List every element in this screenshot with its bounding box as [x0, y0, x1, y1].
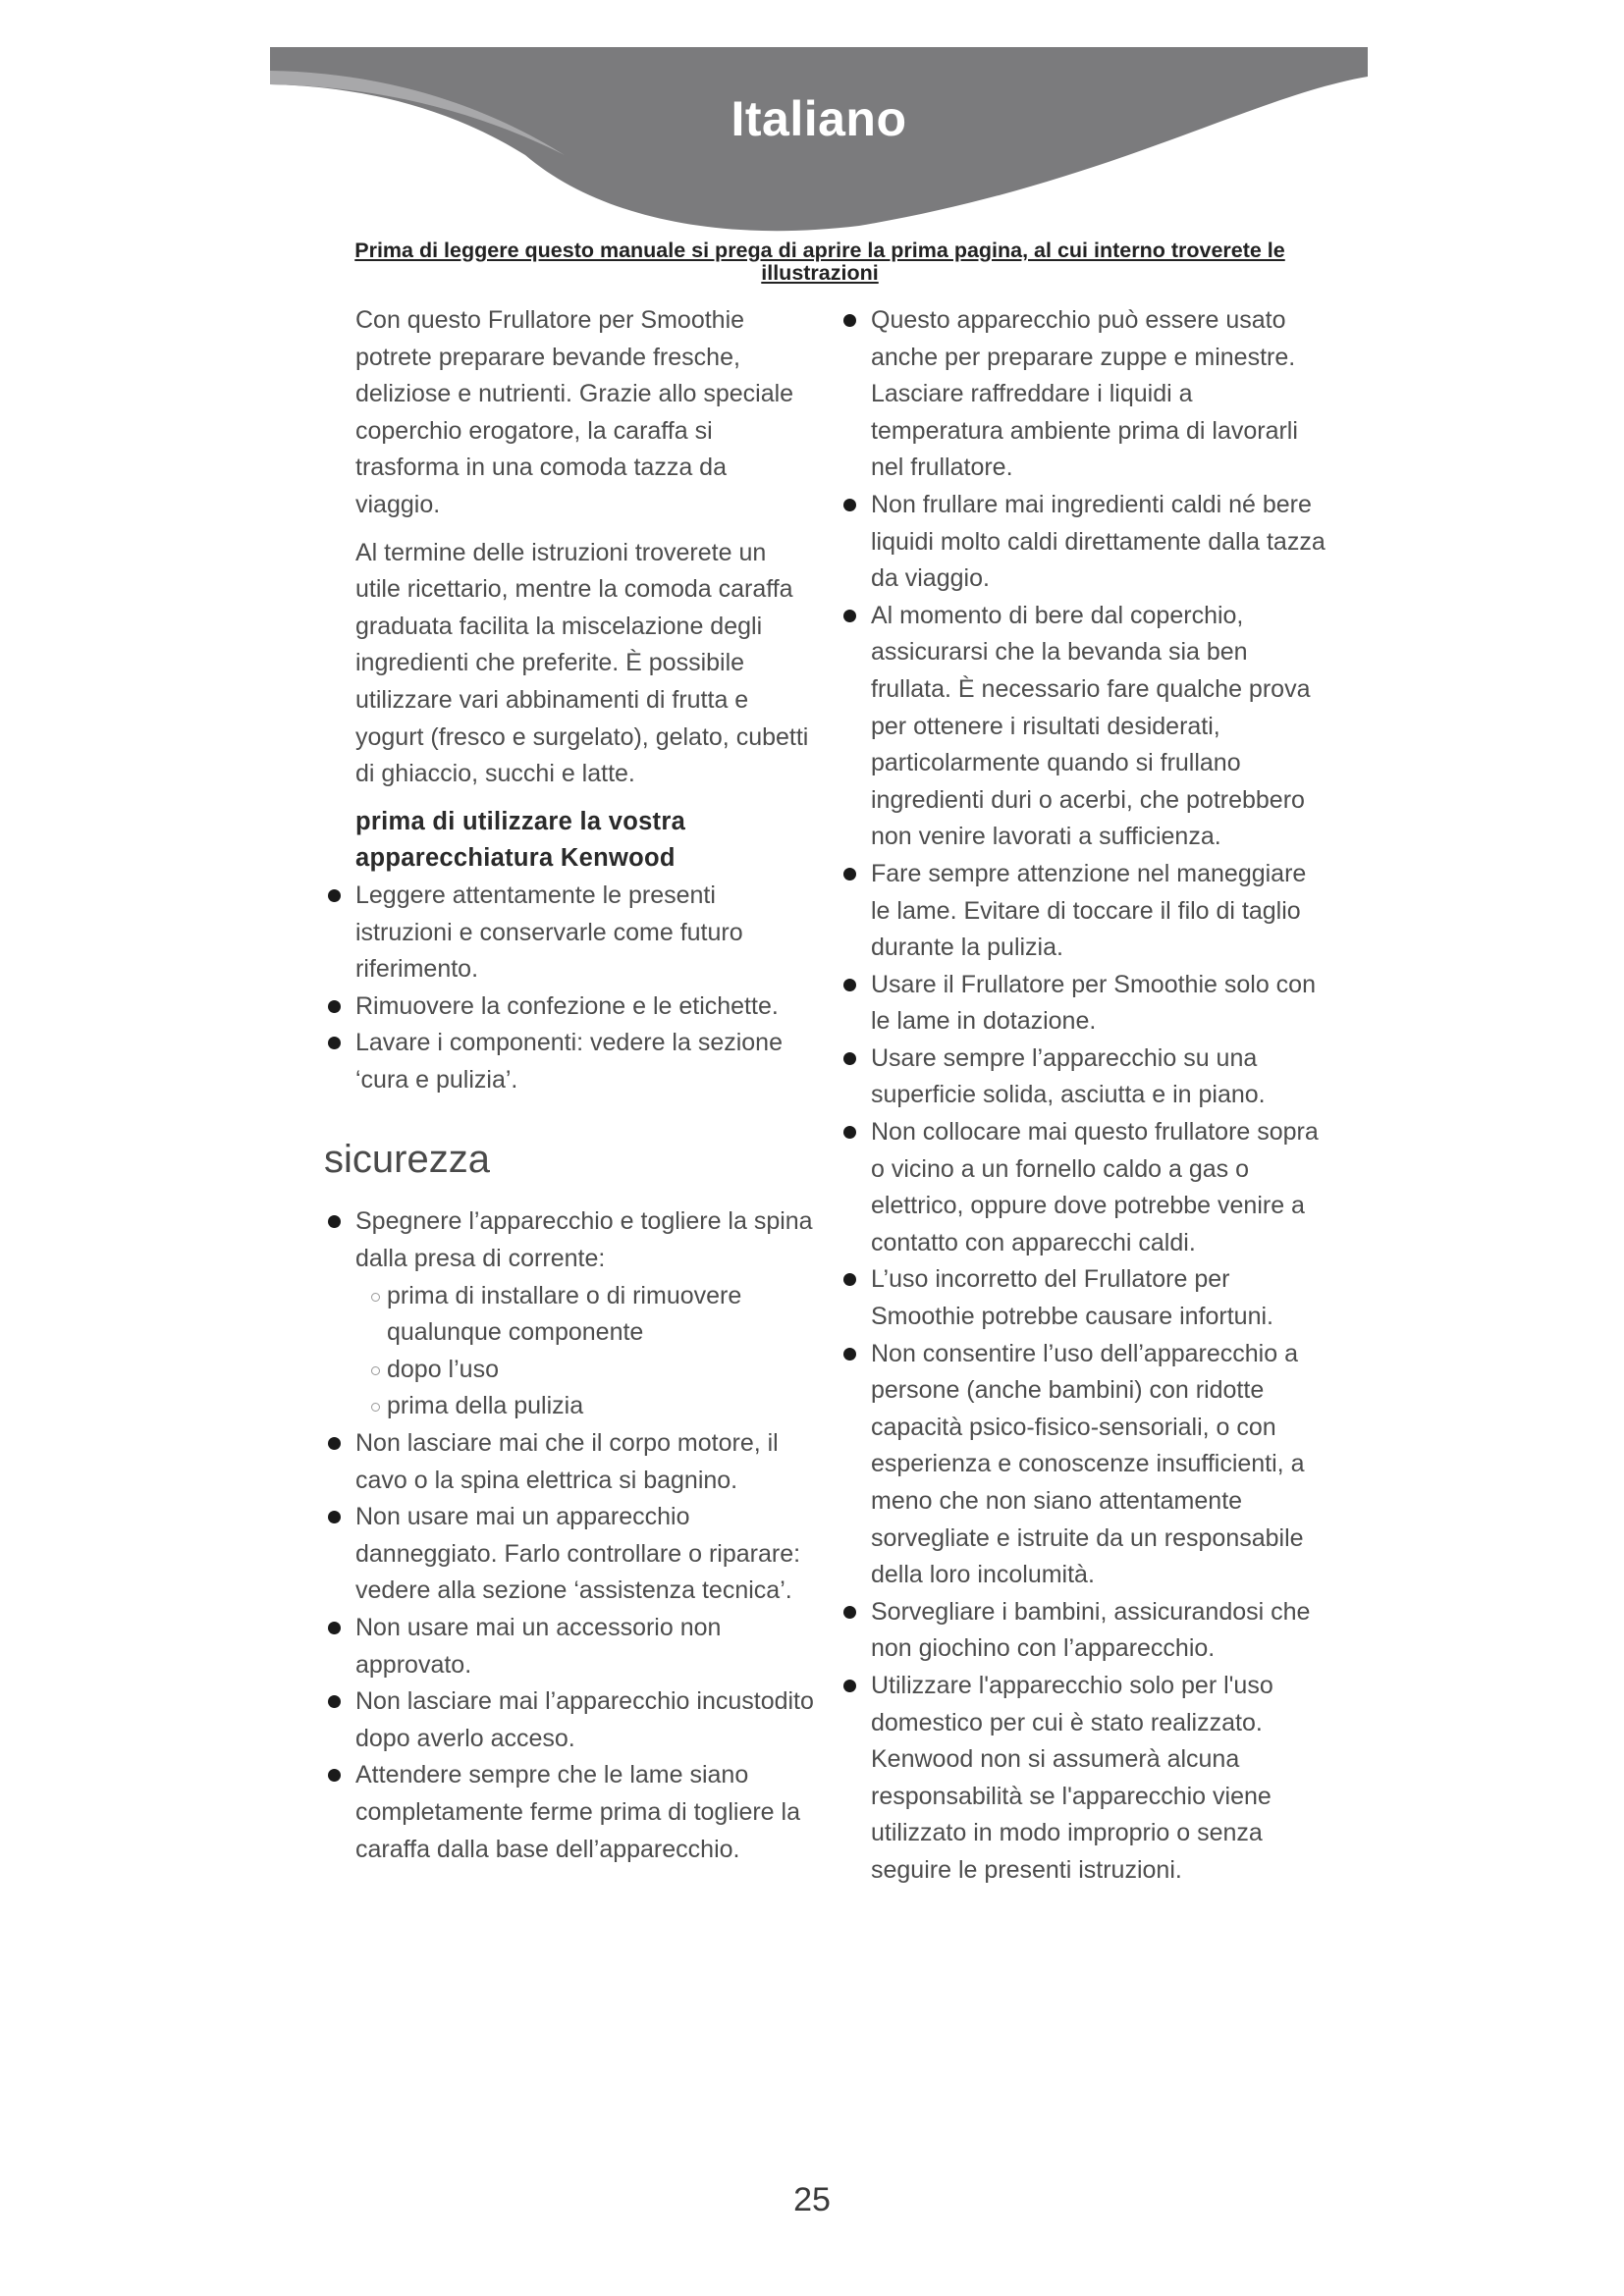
- list-item: [839, 1336, 1330, 1594]
- list-item: [324, 1757, 815, 1868]
- hollow-bullet-icon: [371, 1403, 380, 1412]
- list-item: [324, 988, 815, 1026]
- list-item-text: Utilizzare l'apparecchio solo per l'uso domestico per cui è stato realizzato. Kenwood non si assumerà alcuna responsabilità se l'apparecchio viene utilizzato in modo improprio o senza seguire le presenti istruzioni.: [871, 1671, 1273, 1884]
- list-item-text: Sorvegliare i bambini, assicurandosi che non giochino con l’apparecchio.: [871, 1597, 1311, 1663]
- sub-list-item-text: dopo l’uso: [387, 1355, 499, 1383]
- list-item-text: Non lasciare mai che il corpo motore, il cavo o la spina elettrica si bagnino.: [355, 1429, 779, 1494]
- bullet-icon: [328, 1769, 341, 1782]
- sub-list-item-text: prima di installare o di rimuovere qualunque componente: [387, 1281, 742, 1347]
- bullet-icon: [843, 1348, 856, 1361]
- list-item: [839, 1668, 1330, 1890]
- list-item: [324, 1683, 815, 1757]
- list-item-text: Spegnere l’apparecchio e togliere la spina dalla presa di corrente:: [355, 1207, 813, 1273]
- list-item-text: Non consentire l’uso dell’apparecchio a persone (anche bambini) con ridotte capacità psico-fisico-sensoriali, o con esperienza e conoscenze insufficienti, a meno che non siano attentamente sorvegliate e istruite da un responsabile della loro incolumità.: [871, 1339, 1305, 1589]
- before-use-list: [324, 878, 815, 1099]
- list-item-text: Non usare mai un accessorio non approvato.: [355, 1614, 722, 1679]
- bullet-icon: [843, 979, 856, 991]
- list-item: [324, 1610, 815, 1683]
- hollow-bullet-icon: [371, 1366, 380, 1375]
- list-item: [839, 1041, 1330, 1114]
- list-item: [839, 967, 1330, 1041]
- list-item: [839, 598, 1330, 856]
- bullet-icon: [843, 610, 856, 622]
- intro-paragraph: Con questo Frullatore per Smoothie potrete preparare bevande fresche, deliziose e nutrienti. Grazie allo speciale coperchio erogatore, la caraffa si trasforma in una comoda tazza da viaggio.: [355, 306, 794, 518]
- intro-paragraph: Al termine delle istruzioni troverete un utile ricettario, mentre la comoda caraffa graduata facilita la miscelazione degli ingredienti che preferite. È possibile utilizzare vari abbinamenti di frutta e yogurt (fresco e surgelato), gelato, cubetti di ghiaccio, succhi e latte.: [355, 538, 809, 788]
- list-item-text: Al momento di bere dal coperchio, assicurarsi che la bevanda sia ben frullata. È necessario fare qualche prova per ottenere i risultati desiderati, particolarmente quando si frullano ingredienti duri o acerbi, che potrebbero non venire lavorati a sufficienza.: [871, 601, 1311, 851]
- list-item: [839, 856, 1330, 967]
- safety-list: [324, 1203, 815, 1868]
- list-item: [839, 1114, 1330, 1261]
- bullet-icon: [843, 868, 856, 881]
- intro-note: Prima di leggere questo manuale si prega di aprire la prima pagina, al cui interno troverete le illustrazioni: [354, 239, 1285, 285]
- hollow-bullet-icon: [371, 1293, 380, 1302]
- list-item: [839, 302, 1330, 487]
- list-item: [324, 1425, 815, 1499]
- list-item-text: Attendere sempre che le lame siano completamente ferme prima di togliere la caraffa dalla base dell’apparecchio.: [355, 1761, 800, 1863]
- safety-heading: sicurezza: [324, 1138, 490, 1182]
- list-item-text: Leggere attentamente le presenti istruzioni e conservarle come futuro riferimento.: [355, 881, 743, 984]
- page-title: Italiano: [731, 91, 907, 146]
- list-item-text: Non frullare mai ingredienti caldi né bere liquidi molto caldi direttamente dalla tazza da viaggio.: [871, 490, 1326, 593]
- list-item-text: Lavare i componenti: vedere la sezione ‘cura e pulizia’.: [355, 1029, 783, 1094]
- list-item: [839, 1261, 1330, 1335]
- bullet-icon: [843, 1680, 856, 1692]
- bullet-icon: [843, 1273, 856, 1286]
- list-item: [324, 878, 815, 988]
- bullet-icon: [843, 1126, 856, 1139]
- before-use-heading: prima di utilizzare la vostra apparecchiatura Kenwood: [355, 807, 686, 873]
- bullet-icon: [328, 889, 341, 902]
- bullet-icon: [328, 1695, 341, 1708]
- list-item-text: Non lasciare mai l’apparecchio incustodito dopo averlo acceso.: [355, 1687, 814, 1752]
- list-item-text: Non collocare mai questo frullatore sopra o vicino a un fornello caldo a gas o elettrico, oppure dove potrebbe venire a contatto con apparecchi caldi.: [871, 1118, 1319, 1256]
- bullet-icon: [328, 1000, 341, 1013]
- list-item: [324, 1025, 815, 1098]
- bullet-icon: [328, 1037, 341, 1049]
- bullet-icon: [843, 1606, 856, 1619]
- sub-list-item: [355, 1352, 815, 1389]
- page-number: 25: [793, 2181, 831, 2218]
- bullet-icon: [843, 314, 856, 327]
- sub-list-item: [355, 1388, 815, 1425]
- list-item-text: Fare sempre attenzione nel maneggiare le lame. Evitare di toccare il filo di taglio durante la pulizia.: [871, 859, 1307, 962]
- bullet-icon: [328, 1437, 341, 1450]
- list-item-text: L’uso incorretto del Frullatore per Smoothie potrebbe causare infortuni.: [871, 1265, 1273, 1331]
- right-column: [839, 302, 1330, 1890]
- left-column: [324, 302, 815, 1868]
- bullet-icon: [328, 1215, 341, 1228]
- list-item-text: Rimuovere la confezione e le etichette.: [355, 991, 779, 1020]
- list-item-text: Usare sempre l’apparecchio su una superficie solida, asciutta e in piano.: [871, 1043, 1266, 1109]
- list-item-text: Questo apparecchio può essere usato anche per preparare zuppe e minestre. Lasciare raffreddare i liquidi a temperatura ambiente prima di lavorarli nel frullatore.: [871, 306, 1298, 482]
- sub-list-item-text: prima della pulizia: [387, 1392, 584, 1420]
- list-item-text: Usare il Frullatore per Smoothie solo con le lame in dotazione.: [871, 970, 1316, 1036]
- safety-list-continued: [839, 302, 1330, 1890]
- list-item: [324, 1203, 815, 1425]
- bullet-icon: [843, 499, 856, 511]
- list-item-text: Non usare mai un apparecchio danneggiato. Farlo controllare o riparare: vedere alla sezione ‘assistenza tecnica’.: [355, 1503, 801, 1605]
- bullet-icon: [328, 1622, 341, 1634]
- list-item: [839, 487, 1330, 598]
- sub-list-item: [355, 1278, 815, 1352]
- list-item: [839, 1594, 1330, 1668]
- safety-sub-list: [355, 1278, 815, 1425]
- bullet-icon: [843, 1052, 856, 1065]
- list-item: [324, 1499, 815, 1610]
- bullet-icon: [328, 1511, 341, 1523]
